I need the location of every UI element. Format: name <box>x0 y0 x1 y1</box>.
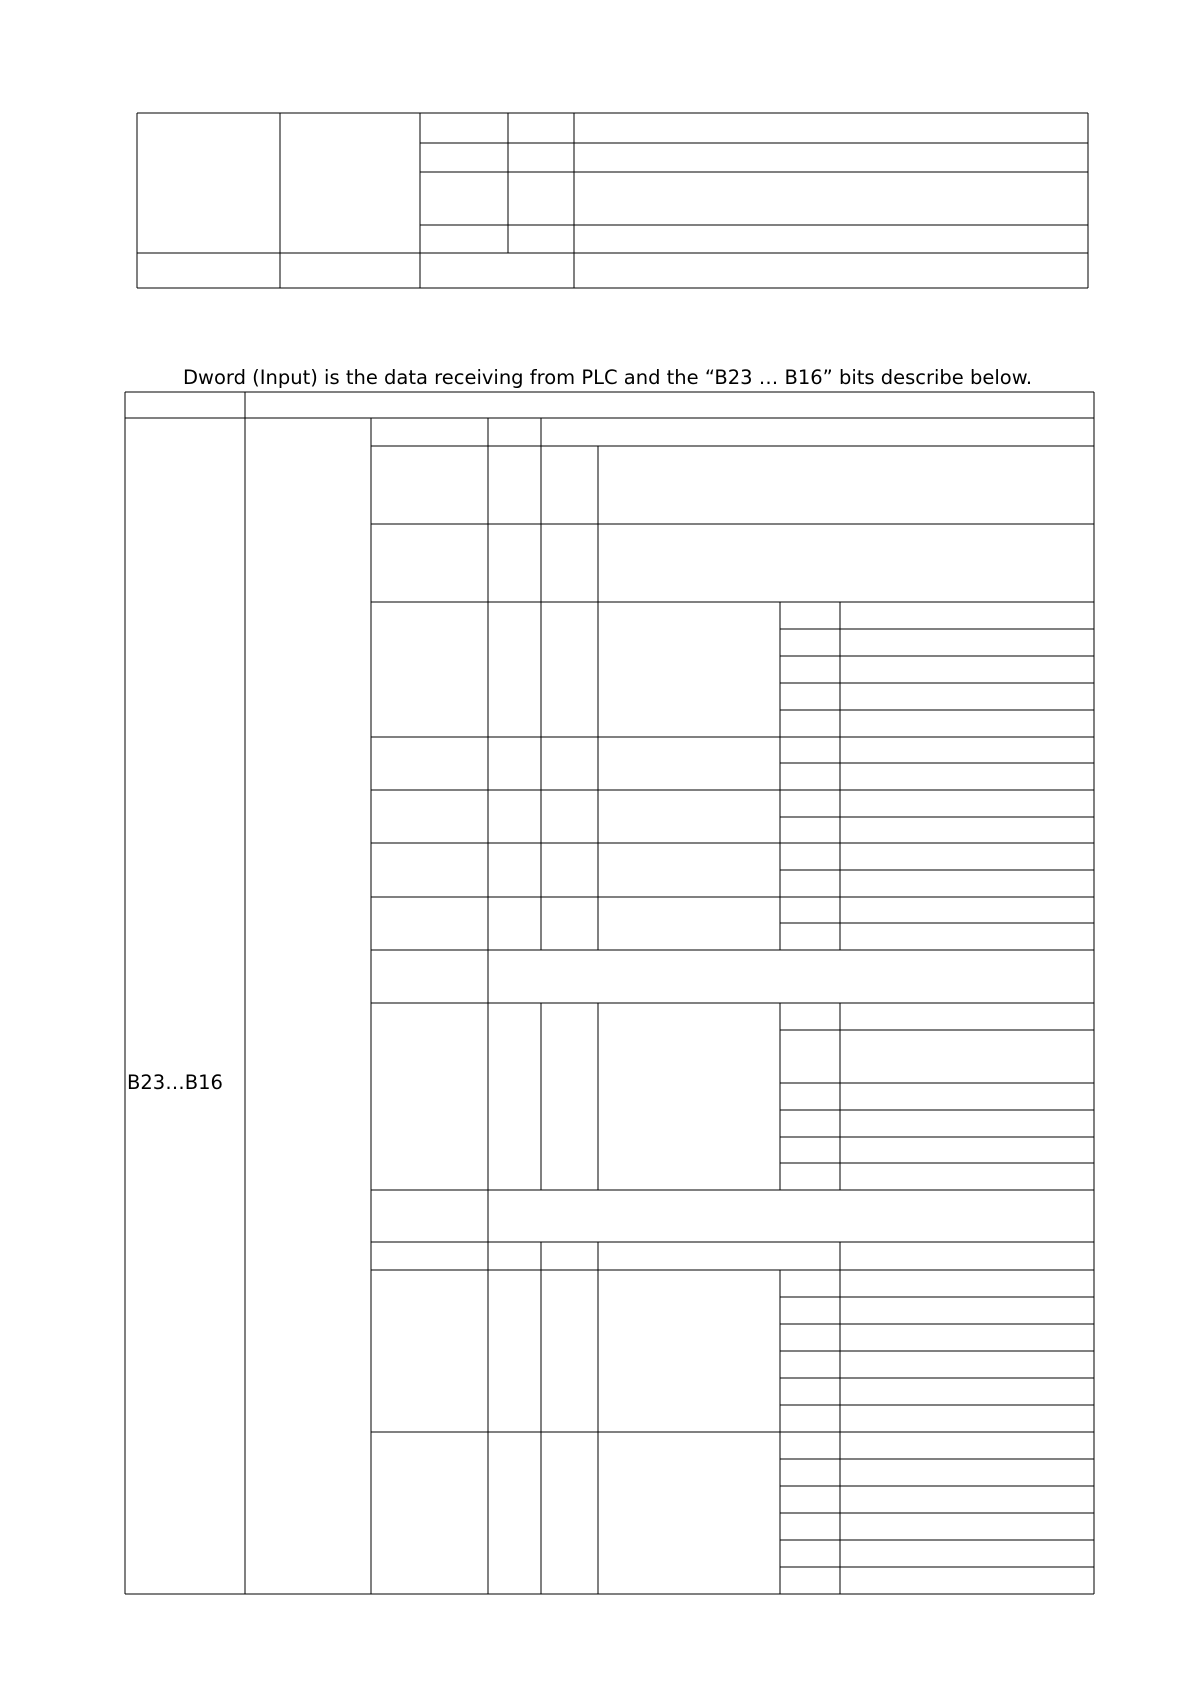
merged-row-label: B23…B16 <box>127 1071 223 1094</box>
intro-paragraph: Dword (Input) is the data receiving from PLC and the “B23 … B16” bits describe below. <box>183 366 1033 389</box>
table-1 <box>137 113 1088 288</box>
table-2 <box>125 392 1094 1594</box>
